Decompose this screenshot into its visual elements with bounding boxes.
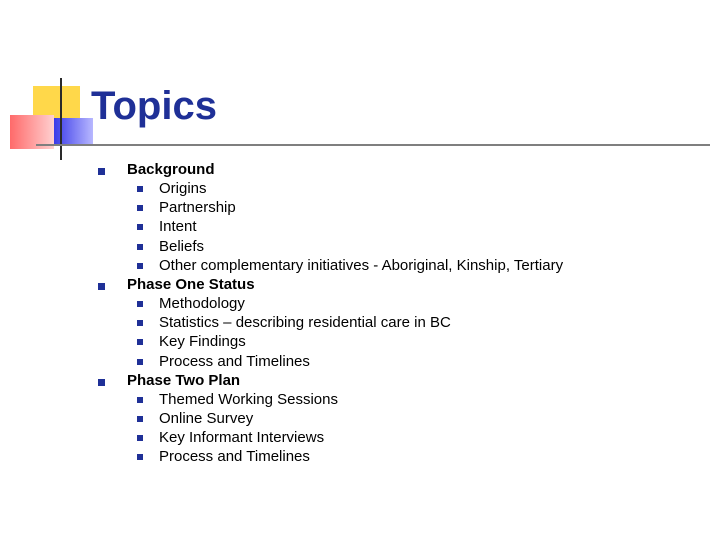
square-bullet-icon xyxy=(137,416,143,422)
list-item-label: Key Findings xyxy=(159,333,246,351)
list-item-label: Online Survey xyxy=(159,409,254,427)
square-bullet-icon xyxy=(98,283,105,290)
square-bullet-icon xyxy=(137,186,143,192)
topic-label: Phase One Status xyxy=(127,275,255,293)
list-item xyxy=(98,313,563,332)
list-item-label: Themed Working Sessions xyxy=(159,390,338,408)
square-bullet-icon xyxy=(137,397,143,403)
square-bullet-icon xyxy=(137,454,143,460)
topic-label: Phase Two Plan xyxy=(127,371,241,389)
title-underline-divider xyxy=(36,144,710,146)
list-item-label: Key Informant Interviews xyxy=(159,429,325,447)
square-bullet-icon xyxy=(137,339,143,345)
topic-list xyxy=(98,160,563,466)
square-bullet-icon xyxy=(137,224,143,230)
decorative-vertical-line xyxy=(60,78,62,160)
list-item xyxy=(98,390,563,409)
square-bullet-icon xyxy=(137,320,143,326)
square-bullet-icon xyxy=(137,263,143,269)
topic-background xyxy=(98,160,563,275)
list-item-label: Other complementary initiatives - Aboriginal, Kinship, Tertiary xyxy=(159,256,564,274)
list-item-label: Beliefs xyxy=(159,237,205,255)
square-bullet-icon xyxy=(137,359,143,365)
list-item xyxy=(98,332,563,351)
list-item xyxy=(98,198,563,217)
list-item xyxy=(98,409,563,428)
list-item xyxy=(98,217,563,236)
list-item xyxy=(98,352,563,371)
list-item-label: Process and Timelines xyxy=(159,448,310,466)
square-bullet-icon xyxy=(137,301,143,307)
list-item xyxy=(98,428,563,447)
list-item-label: Intent xyxy=(159,218,197,236)
square-bullet-icon xyxy=(137,205,143,211)
list-item-label: Origins xyxy=(159,180,207,197)
square-bullet-icon xyxy=(98,379,105,386)
topic-label: Background xyxy=(127,161,215,178)
list-item-label: Methodology xyxy=(159,294,245,312)
topic-phase-two-plan xyxy=(98,371,563,467)
square-bullet-icon xyxy=(98,168,105,175)
list-item xyxy=(98,179,563,198)
square-bullet-icon xyxy=(137,244,143,250)
slide-title: Topics xyxy=(91,84,217,128)
list-item-label: Partnership xyxy=(159,199,236,217)
list-item xyxy=(98,237,563,256)
list-item-label: Statistics – describing residential care in BC xyxy=(159,314,451,332)
list-item-label: Process and Timelines xyxy=(159,352,310,370)
list-item xyxy=(98,256,563,275)
list-item xyxy=(98,447,563,466)
list-item xyxy=(98,294,563,313)
topic-phase-one-status xyxy=(98,275,563,371)
square-bullet-icon xyxy=(137,435,143,441)
